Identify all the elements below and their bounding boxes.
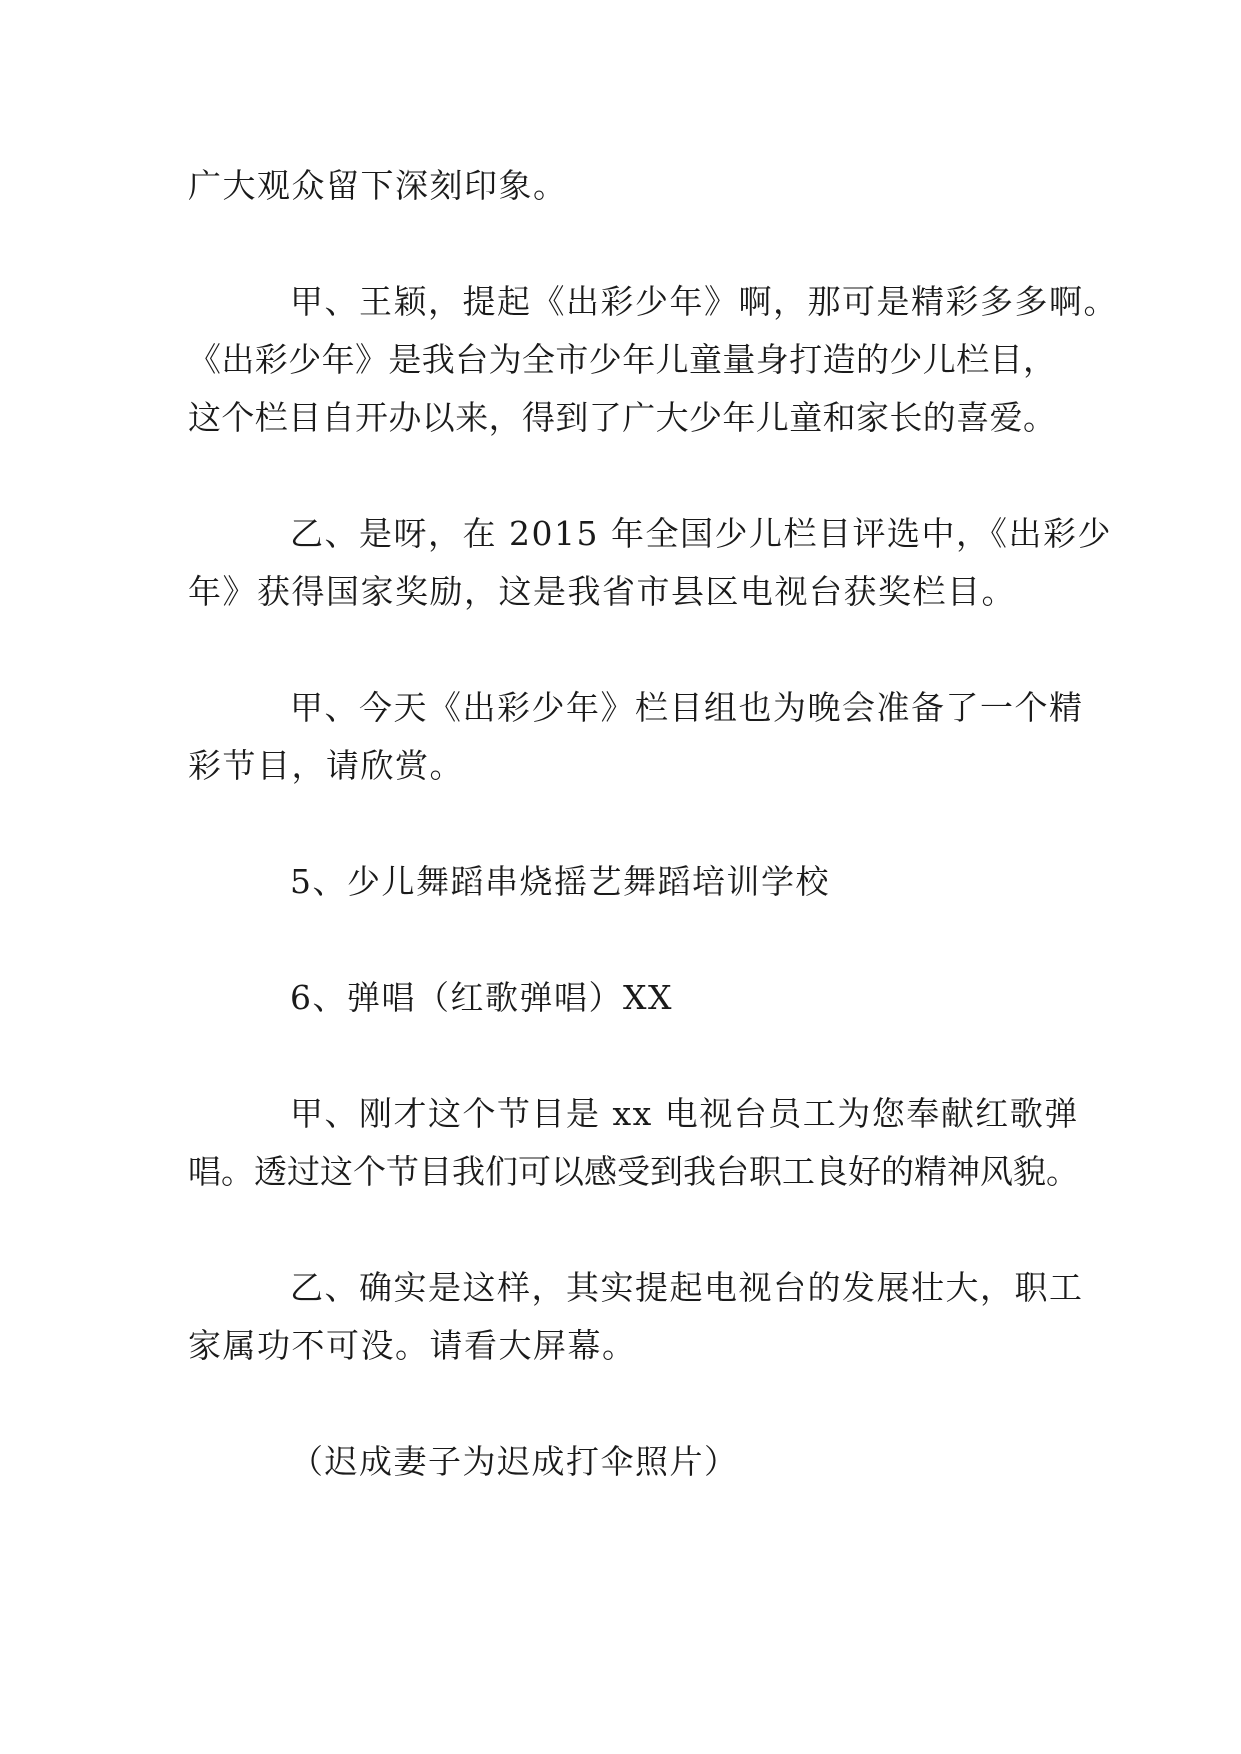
paragraph-line: 唱。透过这个节目我们可以感受到我台职工良好的精神风貌。	[188, 1152, 1079, 1191]
paragraph-line: 甲、王颖，提起《出彩少年》啊，那可是精彩多多啊。	[290, 282, 1118, 321]
paragraph-line: 甲、今天《出彩少年》栏目组也为晚会准备了一个精	[290, 688, 1084, 727]
paragraph-line: 甲、刚才这个节目是 xx 电视台员工为您奉献红歌弹	[290, 1094, 1079, 1133]
stage-note: （迟成妻子为迟成打伞照片）	[290, 1442, 739, 1481]
paragraph-line: 年》获得国家奖励，这是我省市县区电视台获奖栏目。	[188, 572, 1016, 611]
paragraph-line: 广大观众留下深刻印象。	[188, 166, 568, 205]
paragraph-line: 《出彩少年》是我台为全市少年儿童量身打造的少儿栏目，	[188, 340, 1057, 379]
program-item: 6、弹唱（红歌弹唱）XX	[290, 978, 673, 1017]
paragraph-line: 这个栏目自开办以来，得到了广大少年儿童和家长的喜爱。	[188, 398, 1057, 437]
program-item: 5、少儿舞蹈串烧摇艺舞蹈培训学校	[290, 862, 830, 901]
paragraph-line: 彩节目，请欣赏。	[188, 746, 464, 785]
paragraph-line: 乙、是呀，在 2015 年全国少儿栏目评选中，《出彩少	[290, 514, 1112, 553]
paragraph-line: 乙、确实是这样，其实提起电视台的发展壮大，职工	[290, 1268, 1084, 1307]
paragraph-line: 家属功不可没。请看大屏幕。	[188, 1326, 637, 1365]
